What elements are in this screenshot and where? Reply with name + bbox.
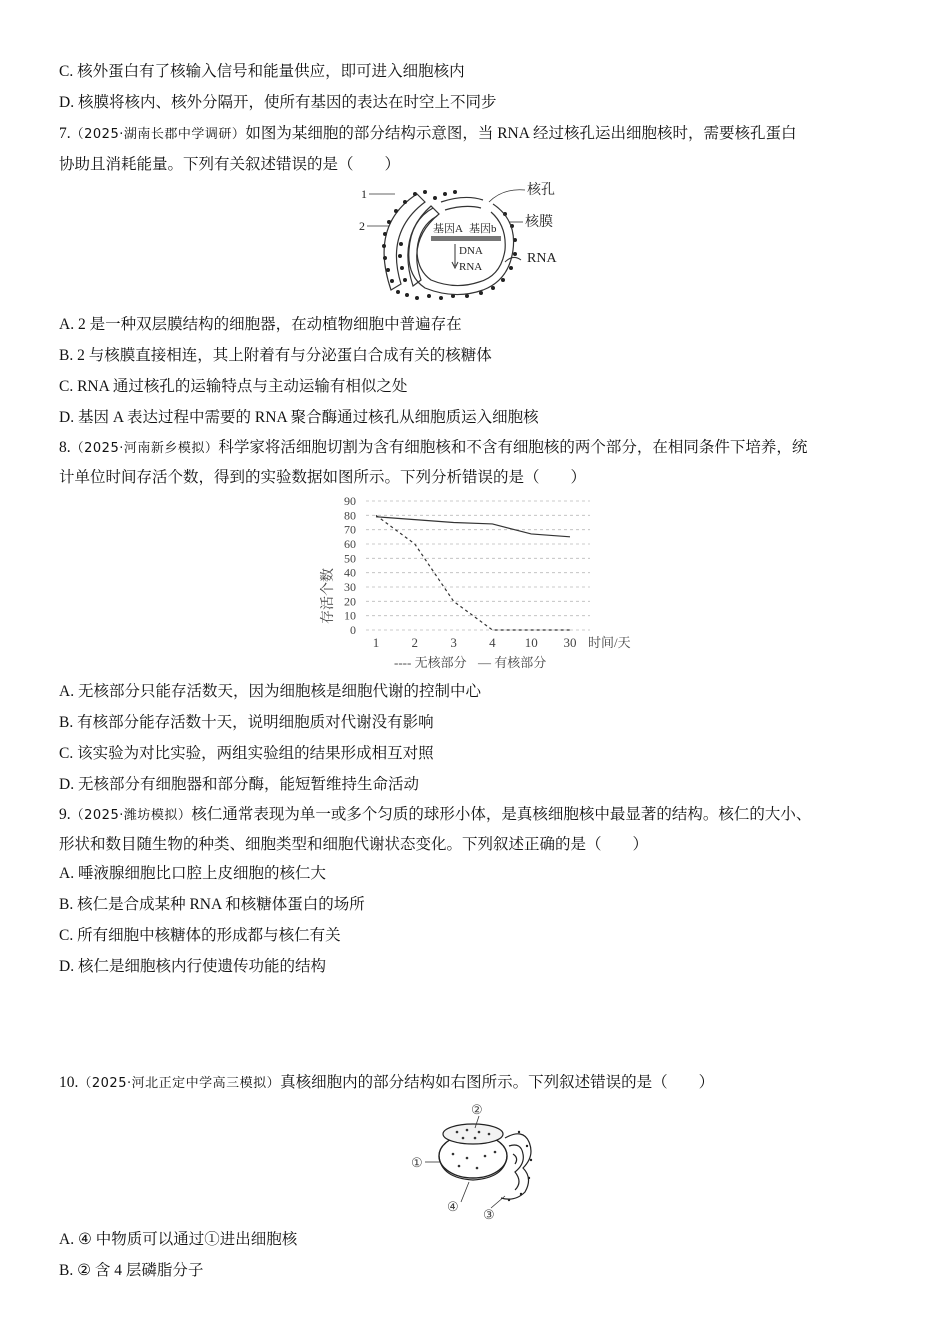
q7-rna-outer-label: RNA — [527, 251, 557, 266]
q10-label-3: ③ — [483, 1207, 495, 1222]
chart-y-tick-label: 20 — [344, 594, 356, 609]
q7-label-1: 1 — [361, 187, 367, 201]
q8-source: （2025·河南新乡模拟） — [70, 441, 219, 456]
q10-stem-line1 — [59, 1072, 714, 1095]
q10-stem-text: 真核细胞内的部分结构如右图所示。下列叙述错误的是（ ） — [280, 1074, 715, 1091]
chart-y-tick-label: 0 — [350, 623, 356, 637]
chart-legend-dashed: ---- 无核部分 — [394, 655, 467, 670]
q7-number: 7. — [59, 125, 71, 142]
chart-x-tick-label: 1 — [372, 635, 380, 650]
q8-number: 8. — [59, 439, 71, 456]
q8-survival-chart — [310, 492, 650, 678]
q7-pore-label: 核孔 — [527, 183, 555, 198]
q9-source: （2025·潍坊模拟） — [70, 808, 192, 823]
chart-x-axis-label: 时间/天 — [588, 635, 631, 650]
q9-option-b: B. 核仁是合成某种 RNA 和核糖体蛋白的场所 — [59, 896, 365, 913]
q7-gene-b-label: 基因b — [469, 223, 497, 235]
q8-option-a: A. 无核部分只能存活数天，因为细胞核是细胞代谢的控制中心 — [59, 683, 481, 700]
q7-label-2: 2 — [359, 219, 365, 233]
q9-option-d: D. 核仁是细胞核内行使遗传功能的结构 — [59, 958, 326, 975]
q7-rna-inner-label: RNA — [459, 261, 483, 273]
chart-x-tick-label: 4 — [489, 635, 496, 650]
chart-y-tick-label: 90 — [344, 494, 356, 508]
q10-nucleus-er-figure — [405, 1098, 555, 1222]
q7-dna-bar — [431, 236, 501, 241]
q9-stem-text1: 核仁通常表现为单一或多个匀质的球形小体，是真核细胞核中最显著的结构。核仁的大小、 — [191, 806, 812, 823]
chart-x-tick-label: 3 — [450, 635, 457, 650]
chart-legend-solid: — 有核部分 — [478, 655, 547, 670]
q9-number: 9. — [59, 806, 71, 823]
q9-stem-line2: 形状和数目随生物的种类、细胞类型和细胞代谢状态变化。下列叙述正确的是（ ） — [59, 836, 649, 853]
q9-option-c: C. 所有细胞中核糖体的形成都与核仁有关 — [59, 927, 341, 944]
q8-stem-text1: 科学家将活细胞切割为含有细胞核和不含有细胞核的两个部分，在相同条件下培养，统 — [218, 439, 808, 456]
q7-dna-label: DNA — [459, 245, 483, 257]
q8-option-c: C. 该实验为对比实验，两组实验组的结果形成相互对照 — [59, 745, 434, 762]
q6-option-c: C. 核外蛋白有了核输入信号和能量供应，即可进入细胞核内 — [59, 63, 465, 80]
q10-er-cisternae — [501, 1134, 531, 1199]
q7-option-c: C. RNA 通过核孔的运输特点与主动运输有相似之处 — [59, 378, 408, 395]
q9-stem-line1 — [59, 804, 811, 827]
chart-y-tick-label: 10 — [344, 608, 356, 623]
chart-y-tick-label: 70 — [344, 522, 356, 537]
q7-membrane-label: 核膜 — [525, 215, 553, 230]
chart-x-tick-label: 10 — [524, 635, 538, 650]
chart-series-with-nucleus-line — [376, 517, 570, 537]
chart-y-axis-label: 存活个数 — [321, 568, 336, 624]
q9-option-a: A. 唾液腺细胞比口腔上皮细胞的核仁大 — [59, 865, 326, 882]
q8-option-b: B. 有核部分能存活数十天，说明细胞质对代谢没有影响 — [59, 714, 434, 731]
q7-option-d: D. 基因 A 表达过程中需要的 RNA 聚合酶通过核孔从细胞质运入细胞核 — [59, 409, 539, 426]
chart-y-tick-label: 40 — [344, 565, 356, 580]
chart-y-tick-label: 80 — [344, 508, 356, 523]
q7-source: （2025·湖南长郡中学调研） — [70, 127, 246, 142]
chart-x-tick-label: 30 — [563, 635, 577, 650]
chart-x-tick-label: 2 — [411, 635, 419, 650]
q7-gene-a-label: 基因A — [433, 223, 463, 235]
q10-option-a: A. ④ 中物质可以通过①进出细胞核 — [59, 1231, 298, 1248]
q10-label-4: ④ — [447, 1199, 459, 1214]
q8-stem-line2: 计单位时间存活个数，得到的实验数据如图所示。下列分析错误的是（ ） — [59, 469, 587, 486]
q7-option-a: A. 2 是一种双层膜结构的细胞器，在动植物细胞中普遍存在 — [59, 316, 462, 333]
q10-option-b: B. ② 含 4 层磷脂分子 — [59, 1262, 204, 1279]
q10-label-1: ① — [411, 1155, 423, 1170]
q10-nucleoplasm — [443, 1124, 503, 1144]
q10-source: （2025·河北正定中学高三模拟） — [78, 1076, 281, 1091]
q7-rna-strand — [505, 257, 521, 262]
q8-stem-line1 — [59, 437, 807, 460]
chart-y-tick-label: 50 — [344, 551, 356, 566]
q6-option-d: D. 核膜将核内、核外分隔开，使所有基因的表达在时空上不同步 — [59, 94, 497, 111]
q7-stem-text1: 如图为某细胞的部分结构示意图，当 RNA 经过核孔运出细胞核时，需要核孔蛋白 — [245, 125, 797, 142]
q7-option-b: B. 2 与核膜直接相连，其上附着有与分泌蛋白合成有关的核糖体 — [59, 347, 492, 364]
q10-number: 10. — [59, 1074, 79, 1091]
q7-stem-line1 — [59, 123, 796, 146]
q8-option-d: D. 无核部分有细胞器和部分酶，能短暂维持生命活动 — [59, 776, 419, 793]
q7-nucleus-figure — [355, 180, 575, 306]
chart-y-tick-label: 60 — [344, 537, 356, 551]
chart-y-tick-label: 30 — [344, 580, 356, 594]
q7-stem-line2: 协助且消耗能量。下列有关叙述错误的是（ ） — [59, 156, 401, 173]
q10-label-2: ② — [471, 1102, 483, 1117]
